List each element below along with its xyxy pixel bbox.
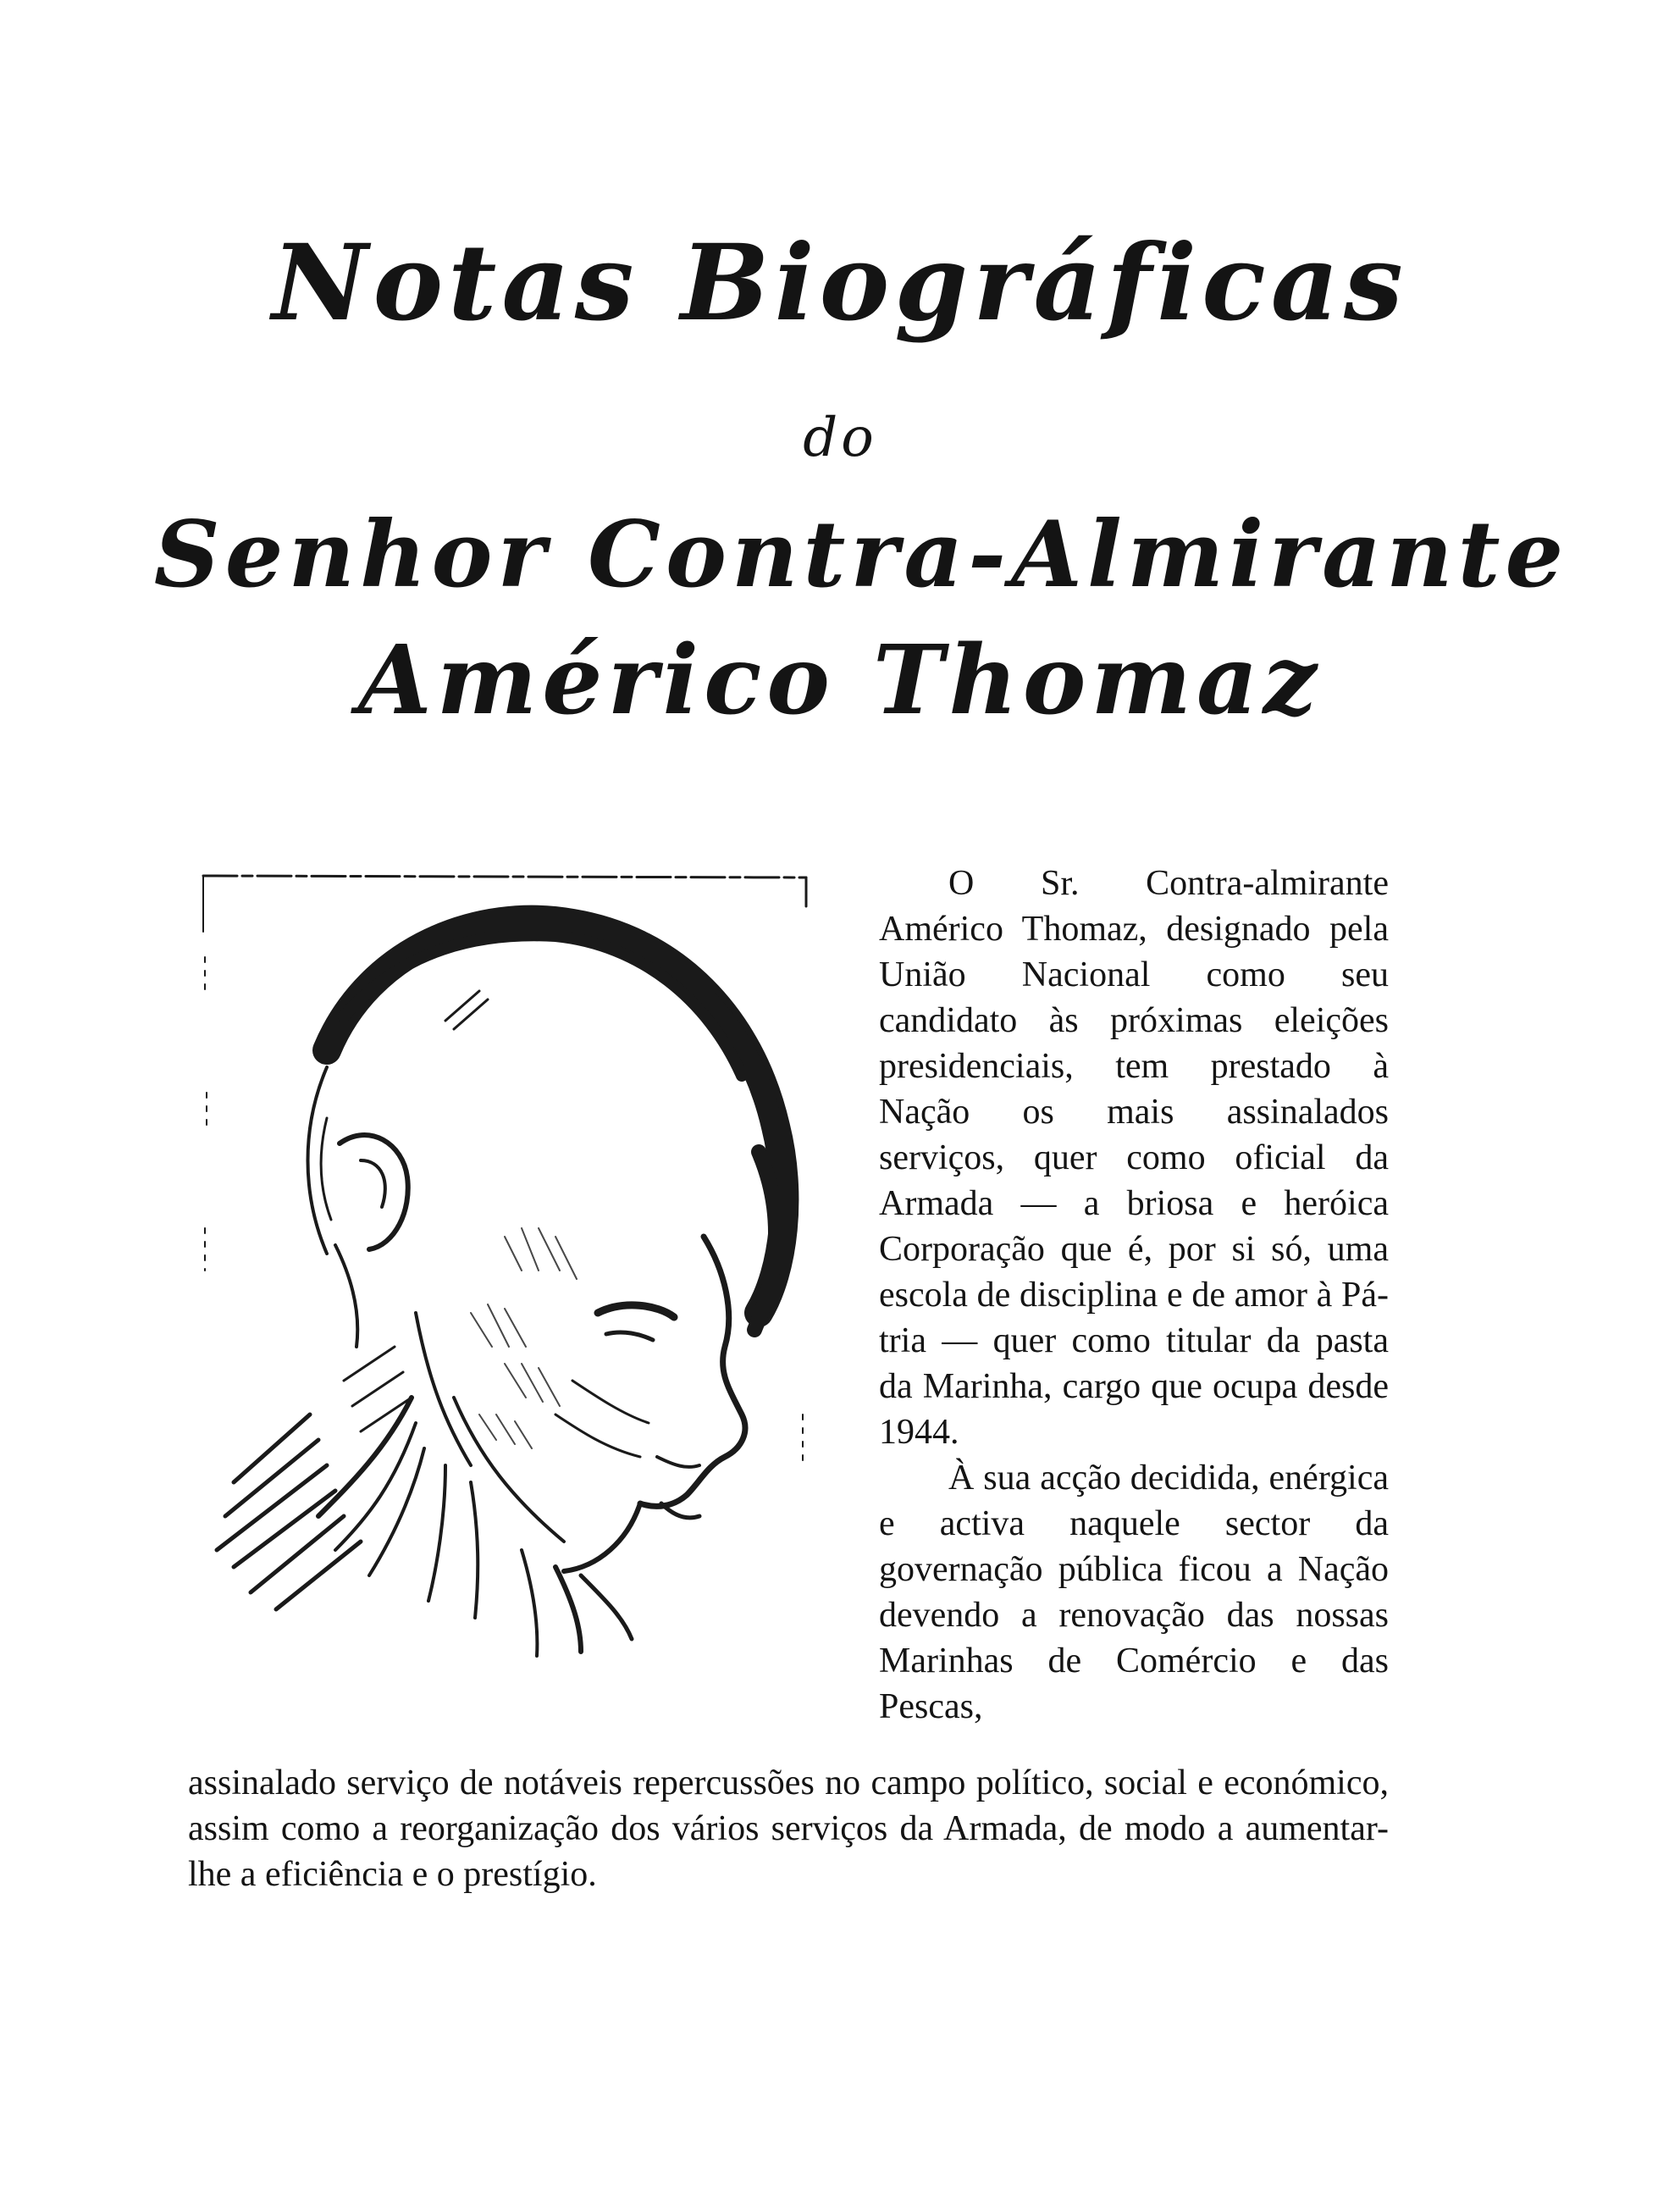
paragraph-2: À sua acção decidida, enérgica e activa naquele sector da governação pública ficou a Nação devendo a renovação das nossas Marinhas de Comércio e das Pescas, xyxy=(879,1459,1389,1726)
portrait-sketch xyxy=(200,872,810,1660)
paragraph-continuation: assinalado serviço de notáveis repercussões no campo político, social e económico, assim como a reorganização dos vários serviços da Armada, de modo a aumentar-lhe a eficiência e o prestígio. xyxy=(188,1763,1389,1894)
title-line-4: Américo Thomaz xyxy=(357,625,1323,736)
title-line-3: Senhor Contra-Almirante xyxy=(153,501,1569,608)
title-line-2: do xyxy=(803,407,877,469)
paragraph-1: O Sr. Contra-almirante Américo Thomaz, designado pela União Nacional como seu candidato às próximas eleições presidenciais, tem prestado à Nação os mais assinalados serviços, quer como oficial da Armada — a briosa e heróica Corporação que é, por si só, uma escola de disciplina e de amor à Pátria — quer como titular da pasta da Marinha, cargo que ocupa desde 1944. xyxy=(879,864,1389,1452)
article-continuation xyxy=(188,1760,1389,1897)
article-column xyxy=(879,861,1389,1730)
title-line-1: Notas Biográficas xyxy=(272,222,1408,345)
title-block xyxy=(0,0,1680,762)
